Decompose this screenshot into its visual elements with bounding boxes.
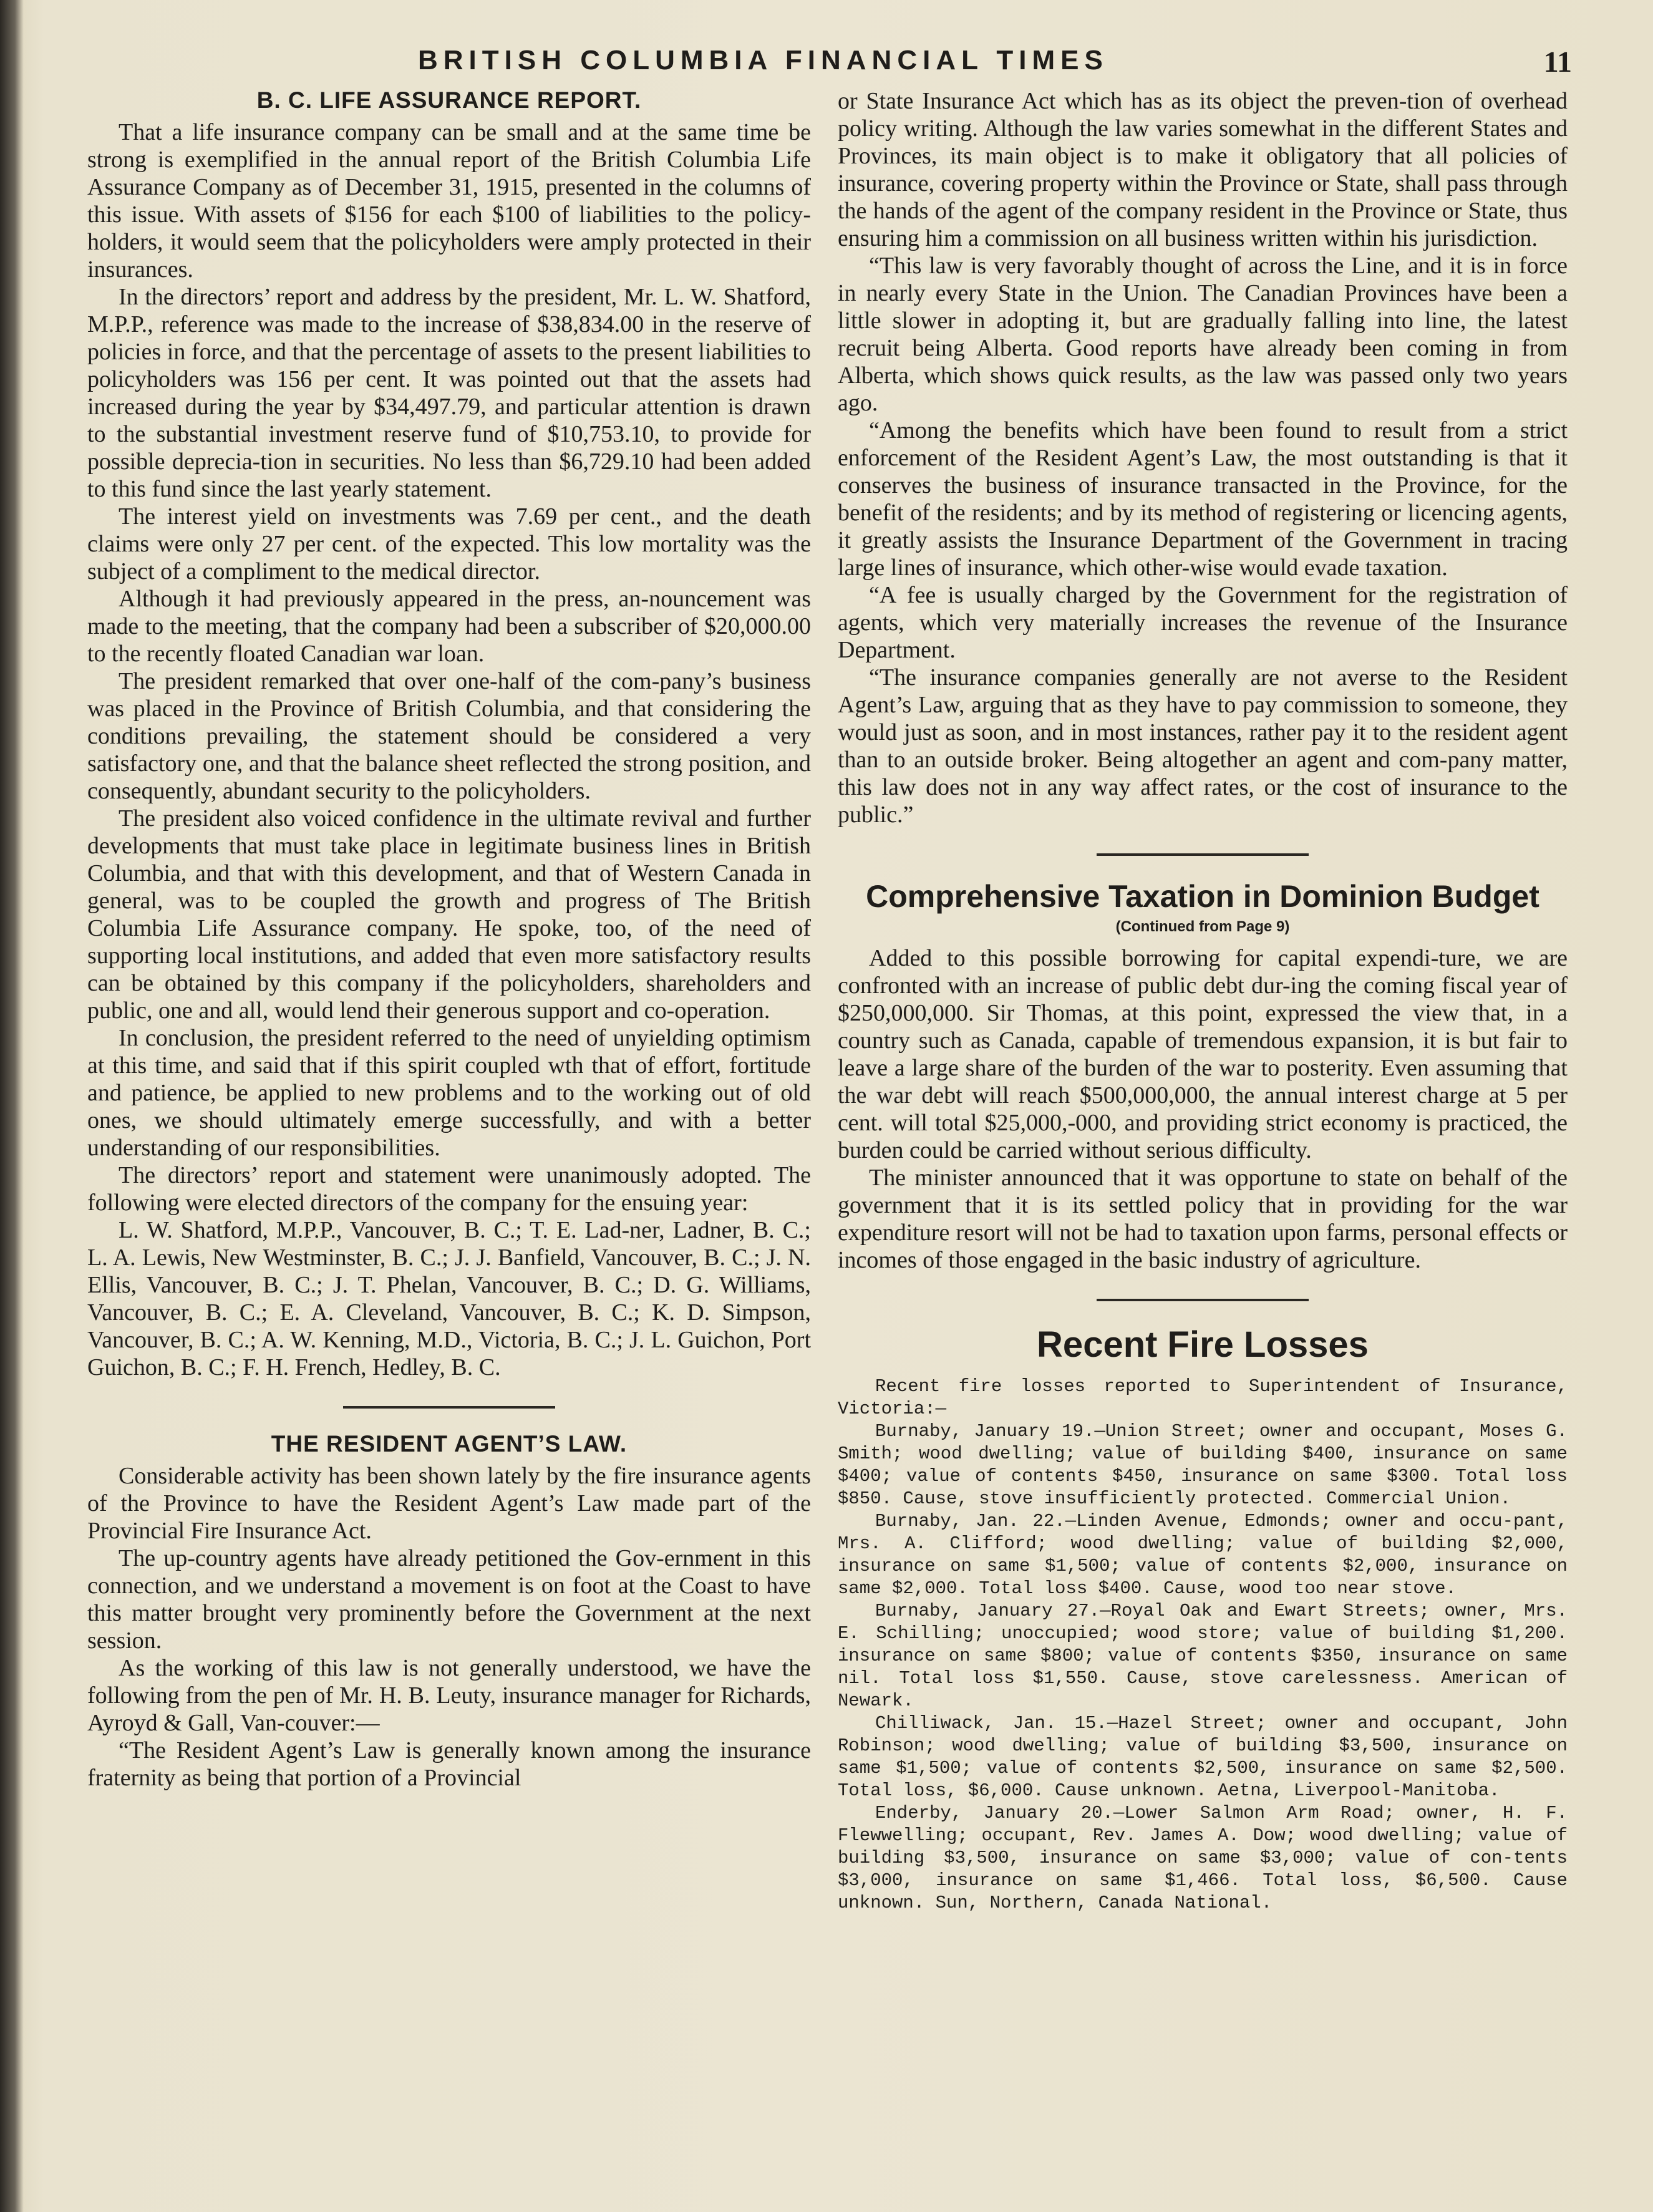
page-number: 11 [1543,46,1572,79]
publication-title: BRITISH COLUMBIA FINANCIAL TIMES [418,45,1108,75]
page-header [87,45,1572,82]
paragraph: L. W. Shatford, M.P.P., Vancouver, B. C.; T. E. Lad-ner, Ladner, B. C.; L. A. Lewis, New Westminster, B. C.; J. J. Banfield, Vancouver, B. C.; J. N. Ellis, Vancouver, B. C.; J. T. Phelan, Vancouver, B. C.; D. G. Williams, Vancouver, B. C.; E. A. Cleveland, Vancouver, B. C.; K. D. Simpson, Vancouver, B. C.; A. W. Kenning, M.D., Victoria, B. C.; J. L. Guichon, Port Guichon, B. C.; F. H. French, Hedley, B. C. [87,1217,811,1380]
paragraph: That a life insurance company can be small and at the same time be strong is exemplified in the annual report of the British Columbia Life Assurance Company as of December 31, 1915, presented in the columns of this issue. With assets of $156 for each $100 of liabilities to the policy-holders, it would seem that the policyholders were amply protected in their insurances. [87,119,811,283]
article-title: B. C. LIFE ASSURANCE REPORT. [256,87,642,113]
paragraph: The president remarked that over one-half of the com-pany’s business was placed in the Province of British Columbia, and that considering the conditions prevailing, the statement should be considered a very satisfactory one, and that the balance sheet reflected the strong position, and consequently, abundant security to the policyholders. [87,668,811,804]
paragraph: The directors’ report and statement were unanimously adopted. The following were elected directors of the company for the ensuing year: [87,1162,811,1216]
left-column [87,87,811,2196]
paragraph: or State Insurance Act which has as its object the preven-tion of overhead policy writing. Although the law varies somewhat in the different States and Provinces, its main object is to make it obligatory that all policies of insurance, covering property within the Province or State, shall pass through the hands of the agent of the company resident in the Province or State, thus ensuring him a commission on all business written within his jurisdiction. [838,88,1568,251]
right-column [838,87,1568,2196]
article-dominion-budget [838,878,1568,1274]
paragraph: In the directors’ report and address by the president, Mr. L. W. Shatford, M.P.P., reference was made to the increase of $38,834.00 in the reserve of policies in force, and that the percentage of assets to the present liabilities to policyholders was 156 per cent. It was pointed out that the assets had increased during the year by $34,497.79, and particular attention is drawn to the substantial investment reserve fund of $10,753.10, to provide for possible deprecia-tion in securities. No less than $6,729.10 had been added to this fund since the last yearly statement. [87,284,811,502]
paragraph: The up-country agents have already petitioned the Gov-ernment in this connection, and we understand a movement is on foot at the Coast to have this matter brought very prominently before the Government at the next session. [87,1545,811,1654]
article-continuation [838,87,1568,828]
fire-loss-entry: Burnaby, January 27.—Royal Oak and Ewart Streets; owner, Mrs. E. Schilling; unoccupied; wood store; value of building $1,200. insurance on same $800; value of contents $350, insurance on same nil. Total loss $1,550. Cause, stove carelessness. American of Newark. [838,1601,1568,1711]
paragraph: Considerable activity has been shown lately by the fire insurance agents of the Province to have the Resident Agent’s Law made part of the Provincial Fire Insurance Act. [87,1463,811,1544]
paragraph: In conclusion, the president referred to the need of unyielding optimism at this time, and said that if this spirit coupled wth that of effort, fortitude and patience, be applied to new problems and to the working out of old ones, we should ultimately emerge successfully, and with a better understanding of our responsibilities. [87,1025,811,1161]
section-divider [1097,853,1309,856]
paragraph: The minister announced that it was opportune to state on behalf of the government that it is its settled policy that in providing for the war expenditure resort will not be had to taxation upon farms, personal effects or incomes of those engaged in the basic industry of agriculture. [838,1165,1568,1273]
article-title: Recent Fire Losses [1037,1324,1369,1365]
article-title: Comprehensive Taxation in Dominion Budget [866,879,1539,914]
continued-note: (Continued from Page 9) [1115,918,1290,935]
paragraph: Added to this possible borrowing for capital expendi-ture, we are confronted with an increase of public debt dur-ing the coming fiscal year of $250,000,000. Sir Thomas, at this point, expressed the view that, in a country such as Canada, capable of tremendous expansion, it is but fair to leave a large share of the burden of the war to posterity. Even assuming that the war debt will reach $500,000,000, the annual interest charge at 5 per cent. will total $25,000,-000, and providing strict economy is practiced, the burden could be carried without serious difficulty. [838,945,1568,1163]
fire-loss-entry: Chilliwack, Jan. 15.—Hazel Street; owner and occupant, John Robinson; wood dwelling; value of building $3,500, insurance on same $1,500; value of contents $2,500, insurance on same $2,500. Total loss, $6,000. Cause unknown. Aetna, Liverpool-Manitoba. [838,1713,1568,1801]
article-bc-life-assurance [87,87,811,1381]
section-divider [343,1406,555,1409]
paragraph: Recent fire losses reported to Superintendent of Insurance, Victoria:— [838,1376,1568,1419]
article-title: THE RESIDENT AGENT’S LAW. [271,1431,628,1457]
article-recent-fire-losses [838,1324,1568,1914]
article-resident-agents-law [87,1431,811,1792]
paragraph: The president also voiced confidence in the ultimate revival and further developments that must take place in legitimate business lines in British Columbia, and that with this development, and that of Western Canada in general, was to be coupled the growth and progress of The British Columbia Life Assurance company. He spoke, too, of the need of supporting local institutions, and added that even more satisfactory results can be obtained by this company if the policyholders, shareholders and public, one and all, would lend their generous support and co-operation. [87,805,811,1024]
paragraph: As the working of this law is not generally understood, we have the following from the pen of Mr. H. B. Leuty, insurance manager for Richards, Ayroyd & Gall, Van-couver:— [87,1655,811,1736]
fire-loss-entry: Burnaby, Jan. 22.—Linden Avenue, Edmonds; owner and occu-pant, Mrs. A. Clifford; wood dwelling; value of building $2,000, insurance on same $1,500; value of contents $2,000, insurance on same $2,000. Total loss $400. Cause, wood too near stove. [838,1511,1568,1599]
fire-loss-entry: Enderby, January 20.—Lower Salmon Arm Road; owner, H. F. Flewwelling; occupant, Rev. James A. Dow; wood dwelling; value of building $3,500, insurance on same $3,000; value of con-tents $3,000, insurance on same $1,466. Total loss, $6,500. Cause unknown. Sun, Northern, Canada National. [838,1803,1568,1913]
paragraph: “A fee is usually charged by the Government for the registration of agents, which very materially increases the revenue of the Insurance Department. [838,582,1568,663]
paragraph: Although it had previously appeared in the press, an-nouncement was made to the meeting, that the company had been a subscriber of $20,000.00 to the recently floated Canadian war loan. [87,586,811,667]
fire-loss-entry: Burnaby, January 19.—Union Street; owner and occupant, Moses G. Smith; wood dwelling; value of building $400, insurance on same $400; value of contents $450, insurance on same $300. Total loss $850. Cause, stove insufficiently protected. Commercial Union. [838,1421,1568,1509]
paragraph: “This law is very favorably thought of across the Line, and it is in force in nearly every State in the Union. The Canadian Provinces have been a little slower in adopting it, but are gradually falling into line, the latest recruit being Alberta. Good reports have already been coming in from Alberta, which shows quick results, as the law was passed only two years ago. [838,253,1568,416]
paragraph: “The insurance companies generally are not averse to the Resident Agent’s Law, arguing that as they have to pay commission to someone, they would just as soon, and in most instances, rather pay it to the resident agent than to an outside broker. Being altogether an agent and com-pany matter, this law does not in any way affect rates, or the cost of insurance to the public.” [838,664,1568,828]
paragraph: The interest yield on investments was 7.69 per cent., and the death claims were only 27 per cent. of the expected. This low mortality was the subject of a compliment to the medical director. [87,503,811,585]
section-divider [1097,1299,1309,1301]
paragraph: “Among the benefits which have been found to result from a strict enforcement of the Resident Agent’s Law, the most outstanding is that it conserves the business of insurance transacted in the Province, for the benefit of the residents; and by its method of registering or licencing agents, it greatly assists the Insurance Department of the Government in tracing large lines of insurance, which other-wise would evade taxation. [838,417,1568,581]
book-spine-shadow [0,0,24,2212]
paragraph: “The Resident Agent’s Law is generally known among the insurance fraternity as being that portion of a Provincial [87,1737,811,1791]
